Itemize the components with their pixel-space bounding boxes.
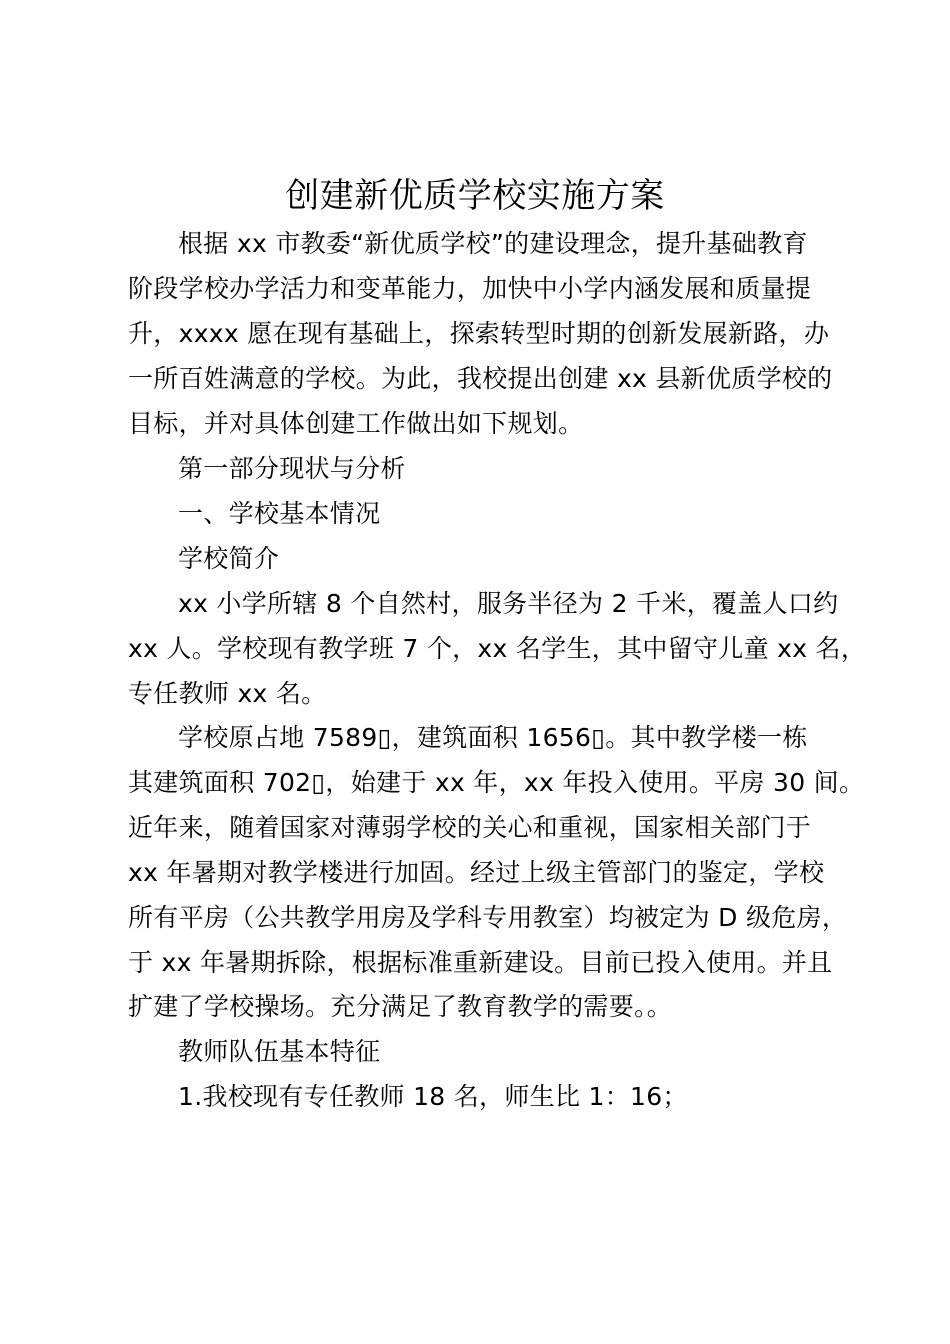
paragraph-line: 目标，并对具体创建工作做出如下规划。	[128, 409, 584, 438]
paragraph-line: 所有平房（公共教学用房及学科专用教室）均被定为 D 级危房，	[128, 903, 848, 932]
paragraph-line: xx 小学所辖 8 个自然村，服务半径为 2 千米，覆盖人口约	[178, 589, 839, 618]
section-heading: 学校简介	[178, 544, 280, 573]
paragraph-line: xx 年暑期对教学楼进行加固。经过上级主管部门的鉴定，学校	[128, 858, 825, 887]
paragraph-line: xx 人。学校现有教学班 7 个，xx 名学生，其中留守儿童 xx 名，	[128, 634, 867, 663]
list-item: 1.我校现有专任教师 18 名，师生比 1：16；	[178, 1082, 688, 1111]
paragraph-line: 学校原占地 7589▯，建筑面积 1656▯。其中教学楼一栋	[178, 723, 808, 752]
paragraph-line: 升，xxxx 愿在现有基础上，探索转型时期的创新发展新路，办	[128, 319, 830, 348]
paragraph-line: 阶段学校办学活力和变革能力，加快中小学内涵发展和质量提	[128, 274, 812, 303]
section-heading: 一、学校基本情况	[178, 499, 381, 528]
paragraph-line: 其建筑面积 702▯，始建于 xx 年，xx 年投入使用。平房 30 间。	[128, 768, 865, 797]
section-heading: 教师队伍基本特征	[178, 1037, 381, 1066]
paragraph-line: 根据 xx 市教委“新优质学校”的建设理念，提升基础教育	[178, 229, 808, 258]
document-title: 创建新优质学校实施方案	[285, 176, 665, 216]
paragraph-line: 近年来，随着国家对薄弱学校的关心和重视，国家相关部门于	[128, 813, 812, 842]
section-heading: 第一部分现状与分析	[178, 454, 406, 483]
paragraph-line: 专任教师 xx 名。	[128, 679, 327, 708]
paragraph-line: 于 xx 年暑期拆除，根据标准重新建设。目前已投入使用。并且	[128, 948, 833, 977]
paragraph-line: 扩建了学校操场。充分满足了教育教学的需要。。	[128, 992, 673, 1021]
paragraph-line: 一所百姓满意的学校。为此，我校提出创建 xx 县新优质学校的	[128, 364, 833, 393]
